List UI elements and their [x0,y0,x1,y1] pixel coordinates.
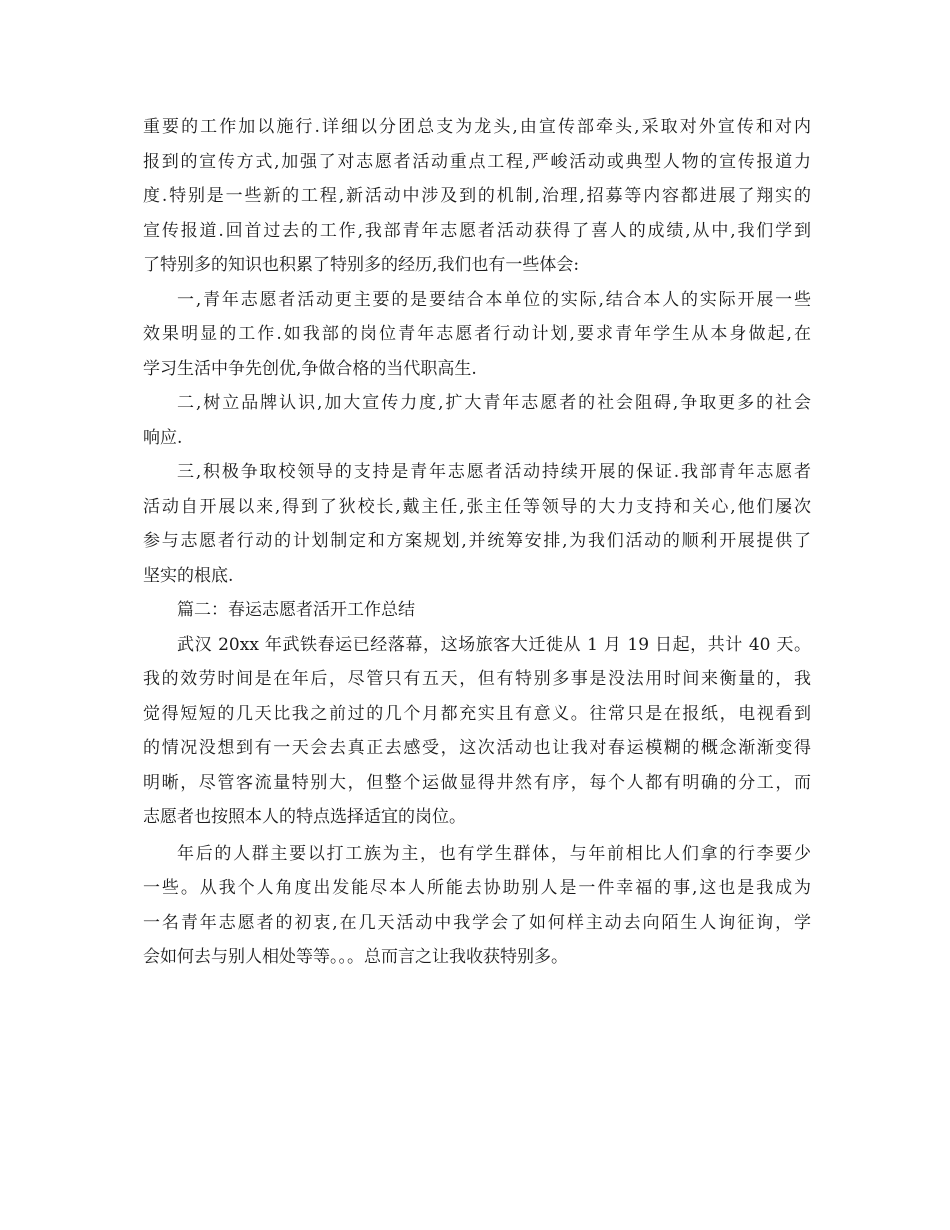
text-line: 度.特别是一些新的工程,新活动中涉及到的机制,治理,招募等内容都进展了翔实的 [143,186,811,206]
text-line: 我的效劳时间是在年后，尽管只有五天，但有特别多事是没法用时间来衡量的，我 [143,669,811,689]
text-line: 了特别多的知识也积累了特别多的经历,我们也有一些体会: [143,255,580,275]
text-line: 三,积极争取校领导的支持是青年志愿者活动持续开展的保证.我部青年志愿者 [177,462,811,482]
section-heading [143,593,811,628]
text-line: 报到的宣传方式,加强了对志愿者活动重点工程,严峻活动或典型人物的宣传报道力 [143,151,811,172]
text-line: 觉得短短的几天比我之前过的几个月都充实且有意义。往常只是在报纸，电视看到 [143,703,811,724]
text-line: 宣传报道.回首过去的工作,我部青年志愿者活动获得了喜人的成绩,从中,我们学到 [143,220,811,241]
text-line: 一,青年志愿者活动更主要的是要结合本单位的实际,结合本人的实际开展一些 [177,289,811,310]
paragraph-3 [143,386,811,455]
paragraph-2 [143,283,811,387]
text-line: 效果明显的工作.如我部的岗位青年志愿者行动计划,要求青年学生从本身做起,在 [143,324,811,344]
paragraph-4 [143,455,811,593]
text-line: 会如何去与别人相处等等。。。总而言之让我收获特别多。 [143,947,568,967]
text-line: 坚实的根底. [143,565,234,586]
text-line: 武汉 20xx 年武铁春运已经落幕，这场旅客大迁徙从 1 月 19 日起，共计 40 天。 [177,634,811,655]
text-line: 活动自开展以来,得到了狄校长,戴主任,张主任等领导的大力支持和关心,他们屡次 [143,496,811,517]
text-line: 二,树立品牌认识,加大宣传力度,扩大青年志愿者的社会阻碍,争取更多的社会 [177,393,811,413]
document-body [143,110,811,975]
text-line: 一些。从我个人角度出发能尽本人所能去协助别人是一件幸福的事,这也是我成为 [143,878,811,898]
text-line: 的情况没想到有一天会去真正去感受，这次活动也让我对春运模糊的概念渐渐变得 [143,738,811,758]
text-line: 一名青年志愿者的初衷,在几天活动中我学会了如何样主动去向陌生人询征询，学 [143,912,811,933]
text-line: 学习生活中争先创优,争做合格的当代职高生. [143,358,477,379]
text-line: 重要的工作加以施行.详细以分团总支为龙头,由宣传部牵头,采取对外宣传和对内 [143,117,811,137]
text-line: 参与志愿者行动的计划制定和方案规划,并统筹安排,为我们活动的顺利开展提供了 [143,531,811,551]
text-line: 响应. [143,427,183,448]
paragraph-5 [143,628,811,835]
paragraph-6 [143,837,811,975]
text-line: 明晰，尽管客流量特别大，但整个运做显得井然有序，每个人都有明确的分工，而 [143,772,811,793]
paragraph-1 [143,110,811,283]
text-line: 志愿者也按照本人的特点选择适宜的岗位。 [143,807,466,827]
section-title: 篇二：春运志愿者活开工作总结 [177,600,415,620]
text-line: 年后的人群主要以打工族为主，也有学生群体，与年前相比人们拿的行李要少 [177,843,811,864]
